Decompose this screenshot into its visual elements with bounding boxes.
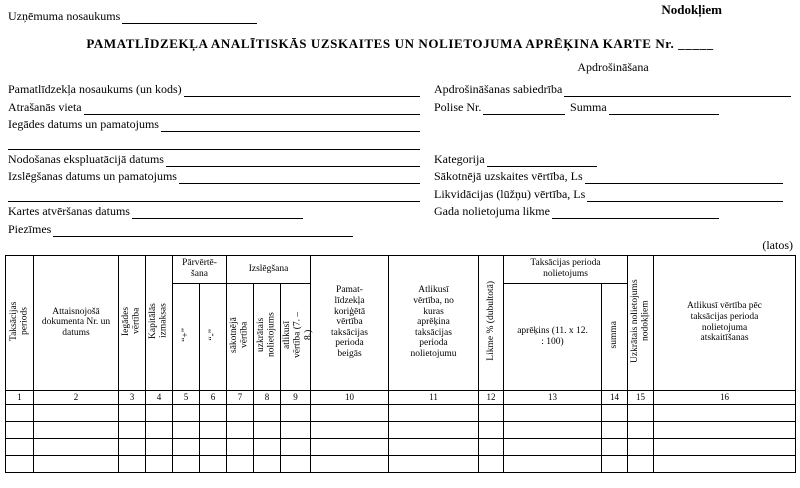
table-cell [654, 404, 796, 421]
table-cell [34, 421, 119, 438]
table-cell [34, 455, 119, 472]
table-cell [311, 438, 389, 455]
header-likme-text: Likme % (dubultotā) [485, 280, 496, 361]
header-korigeta-vertiba-text: Pamat-līdzekļa koriģētā vērtība taksācijas perioda beigās [331, 285, 368, 360]
field-acquisition-date [8, 115, 420, 132]
table-cell [119, 455, 146, 472]
table-cell [173, 404, 200, 421]
table-cell [628, 421, 654, 438]
table-cell [6, 455, 34, 472]
table-cell [389, 455, 479, 472]
header-atlikusi-vertiba-no-kuras [389, 255, 479, 390]
field-insurance-company [434, 80, 795, 97]
header-attaisnojosa-dokumenta [34, 255, 119, 390]
column-number: 10 [311, 390, 389, 404]
insurance-company-line [564, 95, 791, 97]
column-number: 13 [504, 390, 602, 404]
annual-rate-line [552, 217, 719, 219]
table-cell [200, 455, 227, 472]
currency-note: (latos) [762, 237, 793, 252]
header-group-izslegsana: Izslēgšana [227, 255, 311, 283]
table-cell [654, 438, 796, 455]
table-cell [146, 455, 173, 472]
table-cell [119, 438, 146, 455]
header-atlikusi-vertiba-pec-text: Atlikusī vērtība pēc taksācijas perioda nolietojuma atskaitīšanas [687, 301, 762, 344]
table-cell [654, 421, 796, 438]
blank-row [434, 132, 795, 149]
field-initial-value [434, 167, 795, 184]
table-cell [311, 404, 389, 421]
table-cell [602, 404, 628, 421]
table-cell [254, 455, 281, 472]
table-row [6, 455, 796, 472]
table-cell [628, 404, 654, 421]
table-cell [173, 455, 200, 472]
field-exclusion-date [8, 167, 420, 184]
header-likme [479, 255, 504, 390]
table-cell [6, 404, 34, 421]
header-group-parvertesana-text: Pārvērtē-šana [182, 258, 217, 280]
header-plus [173, 283, 200, 390]
header-plus-text: “+” [180, 327, 191, 342]
sum-line [609, 113, 719, 115]
table-cell [389, 421, 479, 438]
table-cell [146, 421, 173, 438]
card-open-date-line [132, 217, 303, 219]
company-name-line [122, 22, 257, 24]
header-summa-text: summa [609, 320, 620, 349]
table-cell [281, 438, 311, 455]
continuation-line [8, 148, 420, 150]
column-number: 3 [119, 390, 146, 404]
initial-value-label: Sākotnējā uzskaites vērtība, Ls [434, 169, 583, 184]
table-cell [504, 455, 602, 472]
header-taksacijas-periods-text: Taksācijas periods [8, 300, 30, 341]
column-number: 16 [654, 390, 796, 404]
column-number: 5 [173, 390, 200, 404]
header-group-taksacijas-nolietojums-text: Taksācijas perioda nolietojums [530, 258, 601, 280]
table-cell [254, 438, 281, 455]
acquisition-date-line [161, 130, 420, 132]
column-number: 8 [254, 390, 281, 404]
table-cell [254, 404, 281, 421]
field-annual-rate [434, 202, 795, 219]
commissioning-date-label: Nodošanas ekspluatācijā datums [8, 151, 164, 166]
location-label: Atrašanās vieta [8, 99, 82, 114]
table-cell [602, 438, 628, 455]
table-cell [479, 438, 504, 455]
header-group-taksacijas-nolietojums [504, 255, 628, 283]
table-cell [602, 455, 628, 472]
table-cell [389, 404, 479, 421]
sum-label: Summa [570, 99, 607, 114]
liquidation-value-label: Likvidācijas (lūžņu) vērtība, Ls [434, 186, 586, 201]
column-number: 9 [281, 390, 311, 404]
header-kapitalas-izmaksas-text: Kapitālās izmaksas [148, 302, 169, 339]
table-cell [504, 438, 602, 455]
acquisition-date-label: Iegādes datums un pamatojums [8, 117, 159, 132]
field-notes [8, 219, 353, 236]
header-atlikusi-vertiba-7-8-text: atlikusī vērtība (7. – 8.) [282, 311, 314, 358]
field-continuation-line-1 [8, 132, 420, 149]
field-asset-name [8, 80, 420, 97]
header-atlikusi-vertiba-7-8 [281, 283, 314, 390]
commissioning-date-line [166, 165, 420, 167]
table-row [6, 438, 796, 455]
header-attaisnojosa-dokumenta-text: Attaisnojošā dokumenta Nr. un datums [41, 306, 111, 338]
table-cell [504, 421, 602, 438]
blank-row [434, 115, 795, 132]
column-number: 14 [602, 390, 628, 404]
table-cell [200, 404, 227, 421]
page-title: PAMATLĪDZEKĻA ANALĪTISKĀS UZSKAITES UN NOLIETOJUMA APRĒĶINA KARTE Nr. _____ [86, 36, 714, 51]
header-uzkratais-nolietojums-nodokliem [628, 255, 654, 390]
exclusion-date-line [179, 182, 420, 184]
fields-area [5, 80, 795, 237]
table-cell [389, 438, 479, 455]
field-liquidation-value [434, 184, 795, 201]
category-label: Kategorija [434, 151, 485, 166]
header-atlikusi-vertiba-no-kuras-text: Atlikusī vērtība, no kuras aprēķina taksācijas perioda nolietojumu [410, 285, 457, 360]
field-location [8, 97, 420, 114]
table-cell [479, 455, 504, 472]
header-minus [200, 283, 227, 390]
field-card-open-date [8, 202, 303, 219]
column-number: 6 [200, 390, 227, 404]
column-number: 15 [628, 390, 654, 404]
column-number-row [6, 390, 796, 404]
table-cell [227, 421, 254, 438]
tax-heading: Nodokļiem [661, 2, 722, 17]
initial-value-line [585, 182, 783, 184]
continuation-line [8, 200, 420, 202]
right-column [434, 80, 795, 237]
table-cell [654, 455, 796, 472]
table-cell [479, 421, 504, 438]
table-cell [281, 404, 311, 421]
column-number: 1 [6, 390, 34, 404]
column-number: 11 [389, 390, 479, 404]
column-number: 2 [34, 390, 119, 404]
header-aprekins [504, 283, 602, 390]
card-open-date-label: Kartes atvēršanas datums [8, 204, 130, 219]
header-uzkratais-nolietojums [254, 283, 281, 390]
table-cell [6, 421, 34, 438]
policy-number-label: Polise Nr. [434, 99, 482, 114]
field-category [434, 150, 597, 167]
table-cell [254, 421, 281, 438]
table-cell [281, 421, 311, 438]
asset-accounting-table [5, 255, 796, 473]
table-cell [602, 421, 628, 438]
table-cell [200, 438, 227, 455]
table-cell [479, 404, 504, 421]
table-cell [227, 438, 254, 455]
table-cell [173, 438, 200, 455]
table-cell [200, 421, 227, 438]
table-cell [504, 404, 602, 421]
column-number: 12 [479, 390, 504, 404]
table-cell [146, 404, 173, 421]
location-line [84, 113, 420, 115]
table-cell [227, 404, 254, 421]
field-policy-sum [434, 97, 795, 114]
exclusion-date-label: Izslēgšanas datums un pamatojums [8, 169, 177, 184]
table-cell [227, 455, 254, 472]
notes-line [53, 235, 353, 237]
table-cell [311, 455, 389, 472]
table-cell [34, 404, 119, 421]
header-iegades-vertiba [119, 255, 146, 390]
asset-name-label: Pamatlīdzekļa nosaukums (un kods) [8, 82, 182, 97]
insurance-company-label: Apdrošināšanas sabiedrība [434, 82, 563, 97]
insurance-heading: Apdrošināšana [577, 60, 649, 74]
header-sakotneja-vertiba [227, 283, 254, 390]
table-cell [119, 404, 146, 421]
field-commissioning-date [8, 150, 420, 167]
table-body [6, 404, 796, 472]
table-cell [146, 438, 173, 455]
liquidation-value-line [587, 200, 783, 202]
header-kapitalas-izmaksas [146, 255, 173, 390]
header-uzkratais-nolietojums-nodokliem-text: Uzkrātais nolietojums nodokļiem [629, 278, 651, 363]
company-name-label: Uzņēmuma nosaukums [8, 9, 121, 23]
asset-name-line [184, 95, 420, 97]
notes-label: Piezīmes [8, 221, 52, 236]
category-line [487, 165, 597, 167]
column-number: 7 [227, 390, 254, 404]
table-cell [6, 438, 34, 455]
column-number: 4 [146, 390, 173, 404]
header-iegades-vertiba-text: Iegādes vērtība [121, 306, 142, 336]
header-minus-text: “-” [207, 328, 218, 341]
table-cell [34, 438, 119, 455]
table-cell [628, 438, 654, 455]
header-group-parvertesana [173, 255, 227, 283]
header-atlikusi-vertiba-pec [654, 255, 796, 390]
table-row [6, 404, 796, 421]
header-aprekins-text: aprēķins (11. x 12. : 100) [517, 325, 588, 347]
table-cell [628, 455, 654, 472]
header-taksacijas-periods [6, 255, 34, 390]
table-row [6, 421, 796, 438]
header-sakotneja-vertiba-text: sākotnējā vērtība [229, 316, 250, 353]
field-continuation-line-2 [8, 184, 420, 201]
table-cell [311, 421, 389, 438]
table-cell [173, 421, 200, 438]
header-summa [602, 283, 628, 390]
header-korigeta-vertiba [311, 255, 389, 390]
left-column [5, 80, 420, 237]
table-cell [119, 421, 146, 438]
header-uzkratais-nolietojums-text: uzkrātais nolietojums [256, 312, 277, 358]
annual-rate-label: Gada nolietojuma likme [434, 204, 550, 219]
policy-number-line [483, 113, 565, 115]
table-cell [281, 455, 311, 472]
